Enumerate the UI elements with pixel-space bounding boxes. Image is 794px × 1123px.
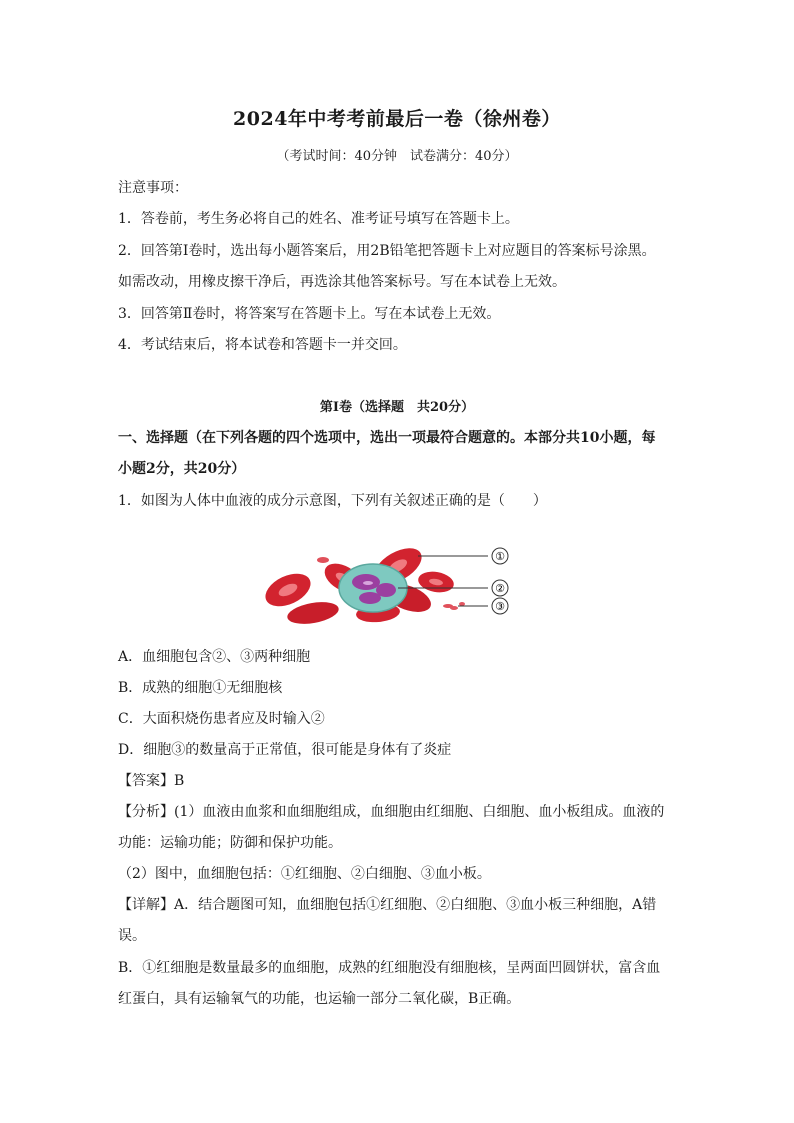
note-item: 3．回答第Ⅱ卷时，将答案写在答题卡上。写在本试卷上无效。 [118,306,501,322]
option-a: A．血细胞包含②、③两种细胞 [118,649,311,665]
analysis-text: 【分析】(1）血液由血浆和血细胞组成，血细胞由红细胞、白细胞、血小板组成。血液的 [118,804,665,820]
white-blood-cell [339,564,407,612]
analysis-text-cont: 功能：运输功能；防御和保护功能。 [118,835,342,851]
detail-text-cont: 误。 [118,928,146,944]
question-stem: 1．如图为人体中血液的成分示意图，下列有关叙述正确的是（ ） [118,493,547,509]
label-3: ③ [495,600,505,613]
option-c: C．大面积烧伤患者应及时输入② [118,711,325,727]
detail-text: 【详解】A．结合题图可知，血细胞包括①红细胞、②白细胞、③血小板三种细胞，A错 [118,897,657,913]
note-item: 4．考试结束后，将本试卷和答题卡一并交回。 [118,337,407,353]
detail-text-b-cont: 红蛋白，具有运输氧气的功能，也运输一部分二氧化碳，B正确。 [118,991,521,1007]
page-title: 2024年中考考前最后一卷（徐州卷） [233,108,561,130]
detail-text-b: B．①红细胞是数量最多的血细胞，成熟的红细胞没有细胞核，呈两面凹圆饼状，富含血 [118,960,661,976]
option-d: D．细胞③的数量高于正常值，很可能是身体有了炎症 [118,742,452,758]
note-item: 2．回答第Ⅰ卷时，选出每小题答案后，用2B铅笔把答题卡上对应题目的答案标号涂黑。 [118,243,656,259]
section-instruction: 一、选择题（在下列各题的四个选项中，选出一项最符合题意的。本部分共10小题，每 [118,430,656,446]
blood-composition-figure [258,538,538,628]
label-1: ① [495,550,505,563]
note-item: 如需改动，用橡皮擦干净后，再选涂其他答案标号。写在本试卷上无效。 [118,274,566,290]
label-2: ② [495,582,505,595]
option-b: B．成熟的细胞①无细胞核 [118,680,283,696]
answer: 【答案】B [118,773,185,789]
notes-heading: 注意事项： [118,180,188,196]
analysis-text-2: （2）图中，血细胞包括：①红细胞、②白细胞、③血小板。 [118,866,491,882]
section-title: 第Ⅰ卷（选择题 共20分） [319,400,475,415]
exam-info: （考试时间：40分钟 试卷满分：40分） [276,149,518,164]
section-instruction-cont: 小题2分，共20分） [118,461,246,477]
note-item: 1．答卷前，考生务必将自己的姓名、准考证号填写在答题卡上。 [118,211,519,227]
